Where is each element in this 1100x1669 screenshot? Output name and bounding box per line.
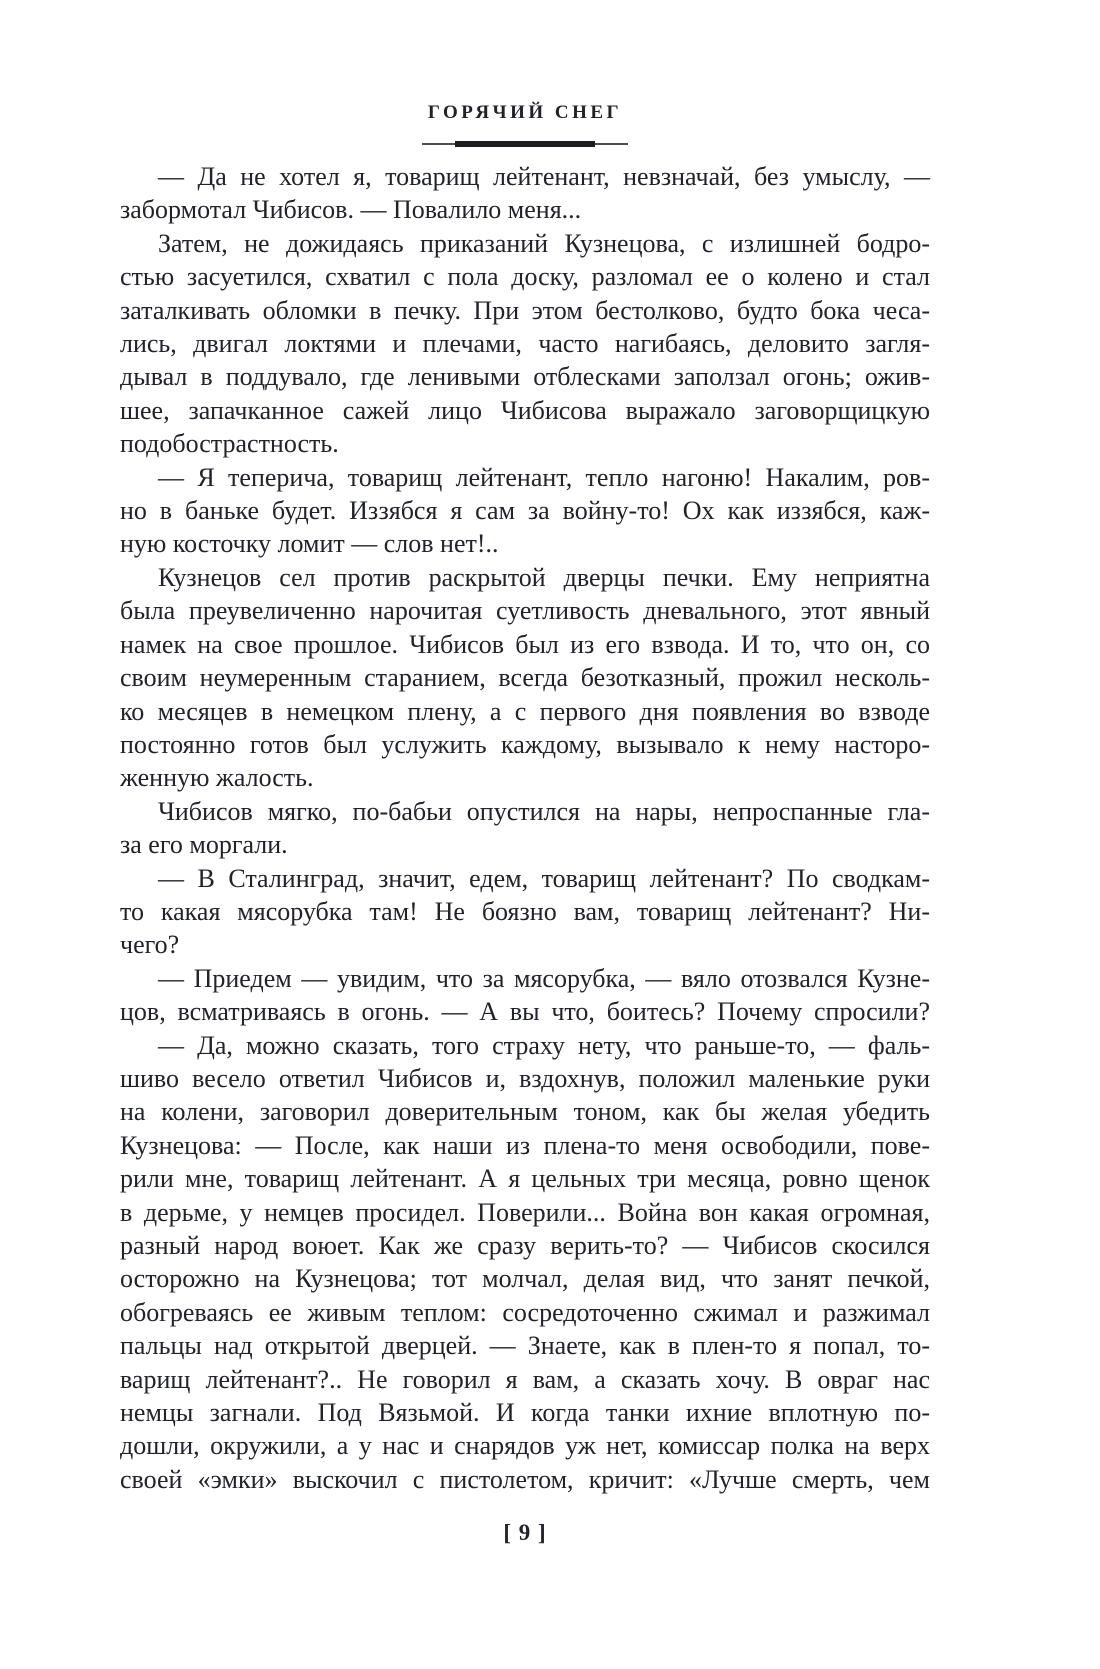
text-line: была преувеличенно нарочитая суетливость дневального, этот явный [120,596,930,626]
text-line: постоянно готов был услужить каждому, вызывало к нему насторо- [120,729,930,759]
paragraph [120,461,930,561]
text-line: забормотал Чибисов. — Повалило меня... [120,195,582,225]
text-line: — Да, можно сказать, того страху нету, что раньше-то, — фаль- [158,1030,930,1060]
text-line: ную косточку ломит — слов нет!.. [120,529,499,559]
text-line: намек на свое прошлое. Чибисов был из его взвода. И то, что он, со [120,629,930,659]
text-line: но в баньке будет. Иззябся я сам за войну-то! Ох как иззябся, каж- [120,496,930,526]
paragraph [120,795,930,862]
text-line: своим неумеренным старанием, всегда безотказный, прожил несколь- [120,663,930,693]
text-line: чего? [120,930,180,960]
text-line: осторожно на Кузнецова; тот молчал, делая вид, что занят печкой, [120,1264,930,1294]
text-line: дывал в поддувало, где ленивыми отблесками заползал огонь; ожив- [120,362,930,392]
text-line: немцы загнали. Под Вязьмой. И когда танки ихние вплотную по- [120,1398,930,1428]
text-line: — В Сталинград, значит, едем, товарищ лейтенант? По сводкам- [158,863,930,893]
text-line: женную жалость. [120,763,314,793]
text-line: Затем, не дожидаясь приказаний Кузнецова, с излишней бодро- [158,228,930,258]
text-line: варищ лейтенант?.. Не говорил я вам, а сказать хочу. В овраг нас [120,1364,930,1394]
text-line: лись, двигал локтями и плечами, часто нагибаясь, деловито загля- [120,329,930,359]
text-line: в дерьме, у немцев просидел. Поверили... Война вон какая огромная, [120,1197,930,1227]
page-text-block [120,160,930,1496]
paragraph [120,1029,930,1497]
text-line: заталкивать обломки в печку. При этом бестолково, будто бока чеса- [120,295,930,325]
text-line: Кузнецова: — После, как наши из плена-то меня освободили, пове- [120,1130,930,1160]
title-divider [422,141,628,147]
paragraph [120,561,930,795]
book-page [120,0,930,1546]
text-line: ко месяцев в немецком плену, а с первого дня появления во взводе [120,696,930,726]
paragraph [120,160,930,227]
page-number: [ 9 ] [503,1520,547,1546]
text-line: за его моргали. [120,830,288,860]
text-line: пальцы над открытой дверцей. — Знаете, как в плен-то я попал, то- [120,1331,930,1361]
paragraph [120,962,930,1029]
text-line: то какая мясорубка там! Не боязно вам, товарищ лейтенант? Ни- [120,896,930,926]
paragraph [120,862,930,962]
text-line: шиво весело ответил Чибисов и, вздохнув, положил маленькие руки [120,1063,930,1093]
paragraph [120,227,930,461]
text-line: подобострастность. [120,429,339,459]
text-line: — Я теперича, товарищ лейтенант, тепло нагоню! Накалим, ров- [158,462,930,492]
text-line: — Приедем — увидим, что за мясорубка, — вяло отозвался Кузне- [158,963,930,993]
text-line: обогреваясь ее живым теплом: сосредоточенно сжимал и разжимал [120,1297,930,1327]
text-line: цов, всматриваясь в огонь. — А вы что, боитесь? Почему спросили? [120,997,930,1027]
text-line: разный народ воюет. Как же сразу верить-то? — Чибисов скосился [120,1231,930,1260]
text-line: шее, запачканное сажей лицо Чибисова выражало заговорщицкую [120,395,930,425]
text-line: стью засуетился, схватил с пола доску, разломал ее о колено и стал [120,262,930,292]
text-line: — Да не хотел я, товарищ лейтенант, невзначай, без умыслу, — [158,162,930,191]
text-line: Кузнецов сел против раскрытой дверцы печки. Ему неприятна [158,562,930,592]
text-line: своей «эмки» выскочил с пистолетом, кричит: «Лучше смерть, чем [120,1464,930,1494]
text-line: рили мне, товарищ лейтенант. А я цельных три месяца, ровно щенок [120,1164,930,1194]
text-line: Чибисов мягко, по-бабьи опустился на нары, непроспанные гла- [158,796,930,826]
text-line: дошли, окружили, а у нас и снарядов уж нет, комиссар полка на верх [120,1431,930,1461]
divider-thick-bar [455,141,595,147]
text-line: на колени, заговорил доверительным тоном, как бы желая убедить [120,1097,930,1127]
chapter-running-title: ГОРЯЧИЙ СНЕГ [427,102,623,123]
